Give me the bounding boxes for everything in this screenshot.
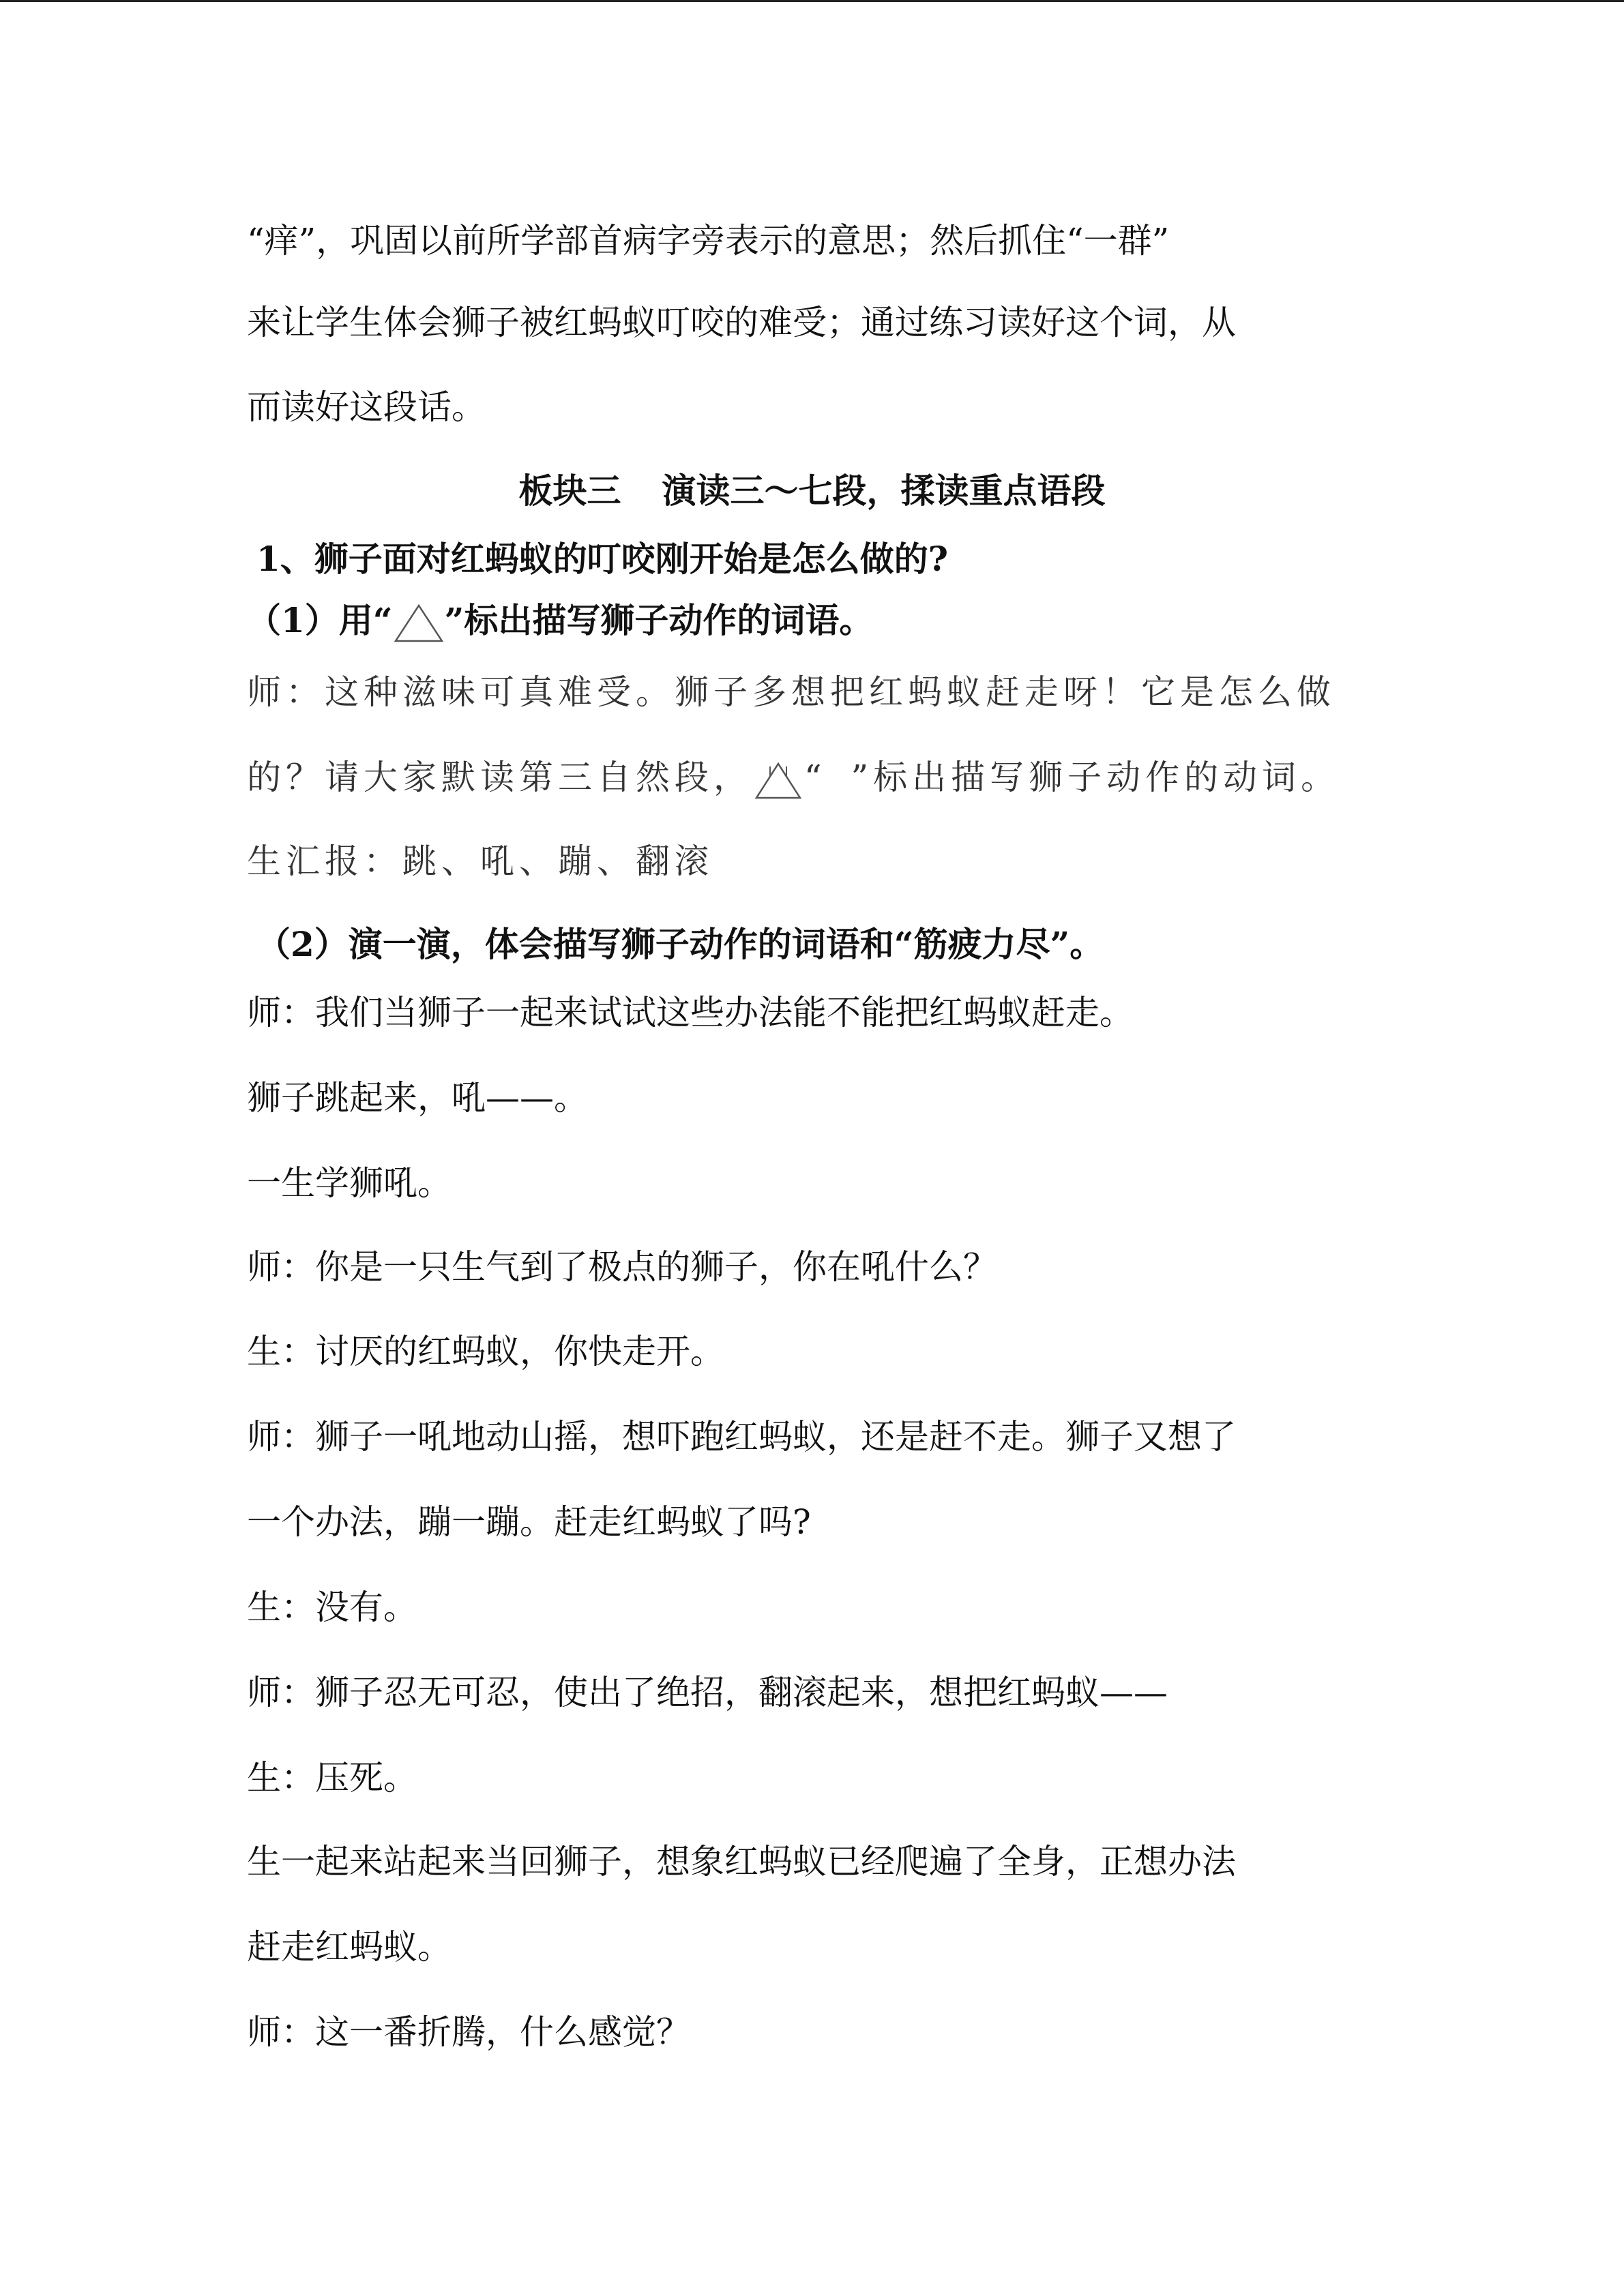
dialogue-line: 师：狮子忍无可忍，使出了绝招，翻滚起来，想把红蚂蚁——	[247, 1673, 1168, 1712]
paragraph-line-3: 而读好这段话。	[247, 387, 486, 427]
teacher-line-2	[247, 757, 1340, 798]
dialogue-line: 师：这一番折腾，什么感觉？	[247, 2012, 690, 2052]
dialogue-line: 师：你是一只生气到了极点的狮子，你在吼什么？	[247, 1247, 997, 1287]
question-1-sub-1	[247, 600, 873, 641]
section-heading-text: 演读三～七段，揉读重点语段	[662, 471, 1106, 511]
dialogue-line: 一生学狮吼。	[247, 1163, 452, 1203]
section-heading-label: 板块三	[518, 471, 621, 511]
question-1-sub-2: （2）演一演，体会描写狮子动作的词语和“筋疲力尽”。	[256, 924, 1104, 964]
page-top-border	[0, 0, 1624, 2]
question-1: 1、狮子面对红蚂蚁的叮咬刚开始是怎么做的?	[256, 539, 949, 579]
triangle-mark-icon	[393, 601, 445, 645]
teacher-line-2-part-b: ”标出描写狮子动作的动词。	[851, 758, 1340, 797]
dialogue-line: 赶走红蚂蚁。	[247, 1927, 452, 1967]
dialogue-line: 一个办法，蹦一蹦。赶走红蚂蚁了吗?	[247, 1502, 811, 1542]
paragraph-line-2: 来让学生体会狮子被红蚂蚁叮咬的难受；通过练习读好这个词，从	[247, 303, 1236, 342]
teacher-line-2-part-a: 的？请大家默读第三自然段，	[247, 758, 752, 797]
dialogue-line: 生一起来站起来当回狮子，想象红蚂蚁已经爬遍了全身，正想办法	[247, 1842, 1236, 1881]
teacher-line-2-quote-open: “	[804, 758, 827, 797]
triangle-mark-icon-2	[752, 758, 804, 802]
dialogue-line: 狮子跳起来，吼——。	[247, 1078, 588, 1118]
dialogue-line: 生：讨厌的红蚂蚁，你快走开。	[247, 1332, 724, 1371]
dialogue-line: 生：压死。	[247, 1758, 417, 1798]
teacher-line-1: 师：这种滋味可真难受。狮子多想把红蚂蚁赶走呀！它是怎么做	[247, 672, 1335, 712]
paragraph-line-1: “痒”，巩固以前所学部首病字旁表示的意思；然后抓住“一群”	[247, 221, 1170, 260]
sub-1-suffix: ”标出描写狮子动作的词语。	[444, 600, 874, 640]
dialogue-line: 师：狮子一吼地动山摇，想吓跑红蚂蚁，还是赶不走。狮子又想了	[247, 1417, 1236, 1457]
dialogue-line: 生：没有。	[247, 1587, 417, 1627]
dialogue-line: 师：我们当狮子一起来试试这些办法能不能把红蚂蚁赶走。	[247, 993, 1134, 1032]
section-heading	[0, 471, 1624, 511]
student-report: 生汇报：跳、吼、蹦、翻滚	[247, 841, 713, 881]
sub-1-prefix: （1）用“	[247, 600, 393, 640]
